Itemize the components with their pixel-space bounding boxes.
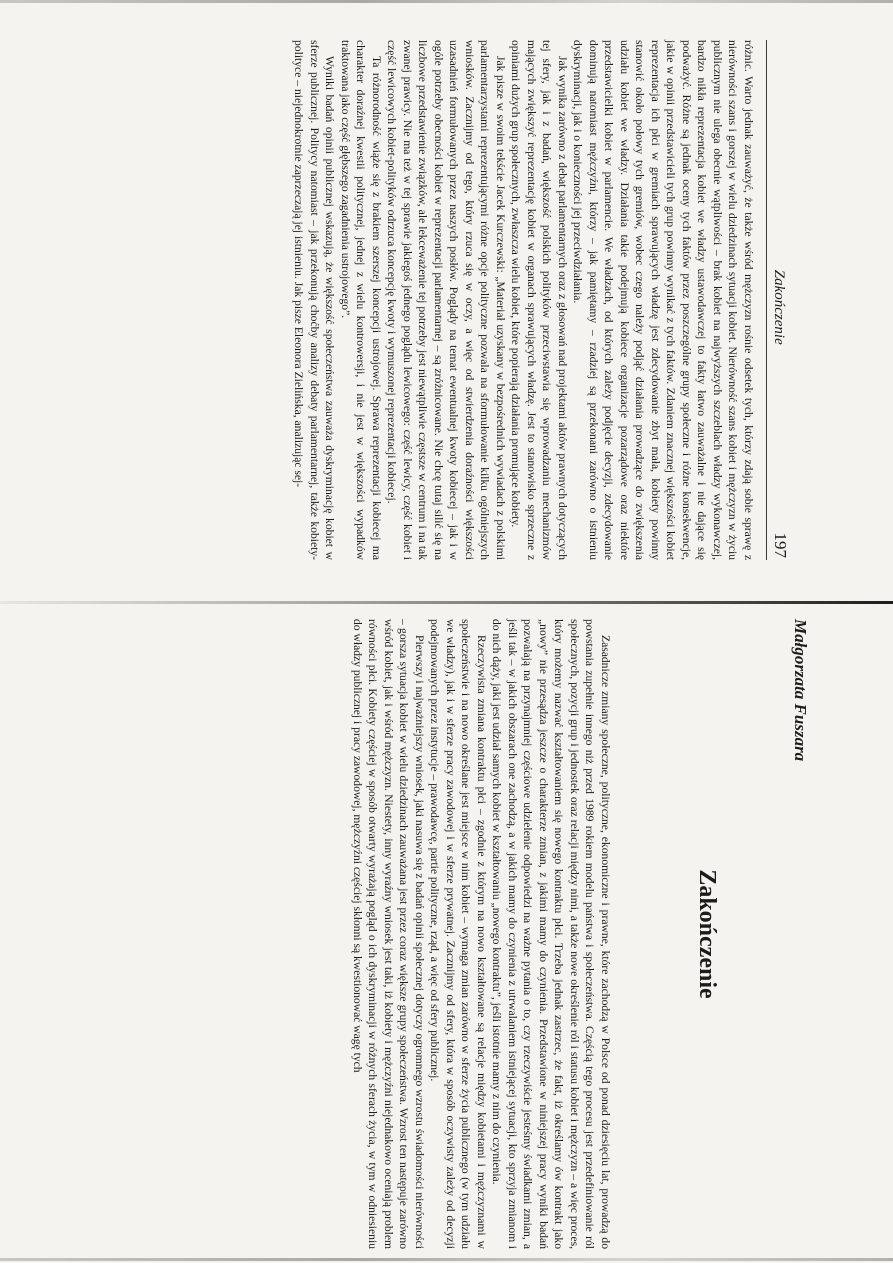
lower-page-body	[350, 619, 614, 1249]
paragraph: Pierwszy i najważniejszy wniosek, jaki nasuwa się z badań opinii społecznej dotyczy ogromnego wzrostu świadomości nierówności – gorsza sytuacja kobiet w wielu dziedzinach zauważana jest przez coraz większe grupy społeczeństwa. Wzrost ten następuje zarówno wśród kobiet, jak i wśród mężczyzn. Niestety, inny wyraźny wniosek jest taki, iż kobiety i mężczyźni niejednakowo oceniają problem równości płci. Kobiety częściej w sposób otwarty wyrażają pogląd o ich dyskryminacji w różnych sferach życia, w tym w odniesieniu do władzy publicznej i pracy zawodowej, mężczyźni częściej skłonni są kwestionować wagę tych	[351, 619, 426, 1249]
page-number: 197	[771, 532, 790, 558]
paragraph: Jak pisze w swoim tekście Jacek Kurczewski: „Materiał uzyskany w bezpośrednich wywiadach z polskimi parlamentarzystami reprezentującymi różne opcje polityczne pozwala na sformułowanie kilku ogólniejszych wniosków. Zacznijmy od tego, który rzuca się w oczy, a więc od stwierdzenia doraźności większości uzasadnień formułowanych przez naszych posłów. Poglądy na temat ewentualnej kwoty kobiecej – jak i w ogóle potrzeby obecności kobiet w reprezentacji parlamentarnej – są zróżnicowane. Nie chcę tutaj silić się na liczbowe przedstawienie związków, ale lekceważenie tej potrzeby jest niewątpliwie częstsze w centrum i na tak zwanej prawicy. Nie ma też w tej sprawie jakiegoś jednego poglądu lewicowego: część lewicy, część kobiet i część lewicowych kobiet-polityków odrzuca koncepcję kwoty i wymuszonej reprezentacji kobiecej.	[385, 40, 507, 560]
paragraph: Rzeczywista zmiana kontraktu płci – zgodnie z którym na nowo kształtowane są relacje między kobietami i mężczyznami w społeczeństwie i na nowo określane jest miejsce w nim kobiet – wymaga zmian zarówno w sferze życia publicznego (w tym udziału we władzy), jak i w sferze pracy zawodowej i w sferze prywatnej. Zacznijmy od sfery, która w sposób oczywisty zależy od decyzji podejmowanych przez instytucje – prawodawcę, partie polityczne, rząd, a więc od sfery publicznej.	[428, 619, 488, 1249]
lower-book-page	[0, 604, 893, 1263]
upper-page-rotated-content	[86, 40, 806, 560]
lower-page-rotated-content	[66, 619, 826, 1249]
upper-book-page	[0, 0, 893, 600]
paragraph: Jak wynika zarówno z debat parlamentarnych oraz z głosowań nad projektami aktów prawnych dotyczących tej sfery, jak i z badań, większość polskich polityków przeciwstawia się wprowadzaniu mechanizmów mających zwiększyć reprezentację kobiet w organach sprawujących władzę. Jest to stanowisko sprzeczne z opiniami dużych grup społecznych, zwłaszcza wielu kobiet, które popierają działania promujące kobiety.	[509, 40, 569, 560]
chapter-title: Zakończenie	[694, 869, 720, 999]
upper-page-body	[291, 40, 756, 560]
paragraph: Wyniki badań opinii publicznej wskazują, że większość społeczeństwa zauważa dyskryminację kobiet w sferze publicznej. Politycy natomiast – jak przekonują choćby analizy debaty parlamentarnej, także kobiety-polityce – niejednokrotnie zaprzeczają jej istnieniu. Jak pisze Eleonora Zielińska, analizując sej-	[292, 40, 337, 560]
paragraph: Zasadnicze zmiany społeczne, polityczne, ekonomiczne i prawne, które zachodzą w Polsce od ponad dziesięciu lat, prowadzą do powstania zupełnie innego niż przed 1989 rokiem modelu państwa i społeczeństwa. Częścią tego procesu jest przedefiniowanie ról społecznych, pozycji grup i jednostek oraz relacji między nimi, a także nowe określenie ról i statusu kobiet i mężczyzn – a więc proces, który możemy nazwać kształtowaniem się nowego kontraktu płci. Trzeba jednak zastrzec, że fakt, iż określamy ów kontrakt jako „nowy” nie przesądza jeszcze o charakterze zmian, z jakimi mamy do czynienia. Przedstawione w niniejszej pracy wyniki badań pozwalają na przynajmniej częściowe udzielenie odpowiedzi na ważne pytania o to, czy rzeczywiście jesteśmy świadkami zmian, a jeśli tak – w jakich obszarach one zachodzą, a w jakich mamy do czynienia z utrwalaniem istniejącej sytuacji, kto sprzyja zmianom i do nich dąży, jaki jest udział samych kobiet w kształtowaniu „nowego kontraktu”, jeśli istotnie mamy z nim do czynienia.	[490, 619, 612, 1249]
running-head	[766, 40, 790, 560]
running-head-title: Zakończenie	[771, 269, 787, 345]
paragraph: różnic. Warto jednak zauważyć, że także wśród mężczyzn rośnie odsetek tych, którzy zdają sobie sprawę z nierówności szans i gorszej w wielu dziedzinach sytuacji kobiet. Nierówność szans kobiet i mężczyzn w życiu publicznym nie ulega obecnie wątpliwości – brak kobiet na najwyższych szczeblach władzy wykonawczej, bardzo nikła reprezentacja kobiet we władzy ustawodawczej to fakty łatwo zauważalne i nie dające się podważyć. Różne są jednak oceny tych faktów przez poszczególne grupy społeczne i różne konsekwencje, jakie w opinii przedstawicieli tych grup powinny wynikać z tych faktów. Zdaniem znacznej większości kobiet reprezentacja ich płci w gremiach sprawujących władzę jest zdecydowanie zbyt mała, kobiety powinny stanowić około połowy tych gremiów, wobec czego należy podjąć działania prowadzące do zwiększenia udziału kobiet we władzy. Działania takie podejmują kobiece organizacje pozarządowe oraz niektóre przedstawicielki kobiet w parlamencie. We władzach, od których zależy podjęcie decyzji, zdecydowanie dominują natomiast mężczyźni, którzy – jak pamiętamy – rzadziej są przekonani zarówno o istnieniu dyskryminacji, jak i o konieczności jej przeciwdziałania.	[571, 40, 755, 560]
paragraph: Ta różnorodność wiąże się z brakiem szerszej koncepcji ustrojowej. Sprawa reprezentacji kobiecej ma charakter doraźnej kwestii politycznej, jednej z wielu kontrowersji, i nie jest w większości wypadków traktowana jako część głębszego zagadnienia ustrojowego”.	[339, 40, 383, 560]
author-name: Małgorzata Fuszara	[791, 619, 810, 762]
